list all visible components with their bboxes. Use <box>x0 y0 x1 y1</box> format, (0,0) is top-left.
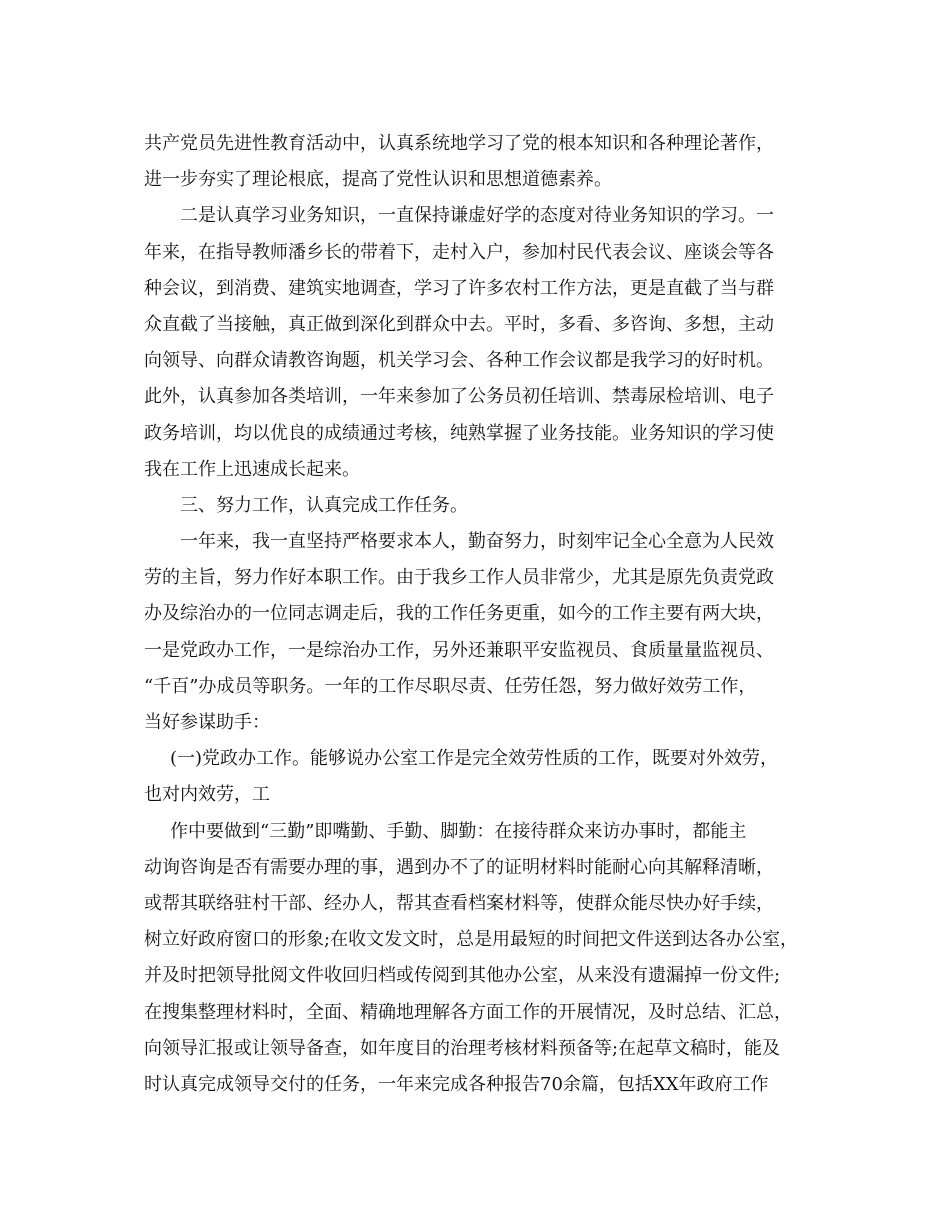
text-line: 向领导汇报或让领导备查，如年度目的治理考核材料预备等;在起草文稿时，能及 <box>144 1037 781 1059</box>
subsection-heading-line: (一)党政办工作。能够说办公室工作是完全效劳性质的工作，既要对外效劳， <box>170 748 779 770</box>
text-line: 在搜集整理材料时，全面、精确地理解各方面工作的开展情况，及时总结、汇总， <box>144 1001 792 1023</box>
text-line: 办及综治办的一位同志调走后，我的工作任务更重，如今的工作主要有两大块， <box>144 603 774 625</box>
text-line: “千百”办成员等职务。一年的工作尽职尽责、任劳任怨，努力做好效劳工作， <box>144 675 757 697</box>
text-line: 也对内效劳，工 <box>144 784 270 806</box>
text-line: 时认真完成领导交付的任务，一年来完成各种报告70余篇，包括XX年政府工作 <box>144 1073 769 1095</box>
text-line: 向领导、向群众请教咨询题，机关学习会、各种工作会议都是我学习的好时机。 <box>144 350 774 372</box>
text-line: 当好参谋助手： <box>144 712 270 733</box>
paragraph-start-line: 一年来，我一直坚持严格要求本人，勤奋努力，时刻牢记全心全意为人民效 <box>180 531 774 553</box>
text-line: 此外，认真参加各类培训，一年来参加了公务员初任培训、禁毒尿检培训、电子 <box>144 386 774 408</box>
text-line: 年来，在指导教师潘乡长的带着下，走村入户，参加村民代表会议、座谈会等各 <box>144 241 774 263</box>
text-line: 动询咨询是否有需要办理的事，遇到办不了的证明材料时能耐心向其解释清晰， <box>144 856 774 878</box>
text-line: 种会议，到消费、建筑实地调查，学习了许多农村工作方法，更是直截了当与群 <box>144 277 774 299</box>
text-line: 劳的主旨，努力作好本职工作。由于我乡工作人员非常少，尤其是原先负责党政 <box>144 567 774 589</box>
text-line: 我在工作上迅速成长起来。 <box>144 458 360 480</box>
text-line: 众直截了当接触，真正做到深化到群众中去。平时，多看、多咨询、多想，主动 <box>144 313 774 335</box>
paragraph-start-line: 二是认真学习业务知识，一直保持谦虚好学的态度对待业务知识的学习。一 <box>180 205 774 227</box>
text-line: 共产党员先进性教育活动中，认真系统地学习了党的根本知识和各种理论著作， <box>144 133 774 154</box>
text-line: 树立好政府窗口的形象;在收文发文时，总是用最短的时间把文件送到达各办公室， <box>144 929 799 951</box>
document-body <box>144 126 824 1103</box>
text-line: 或帮其联络驻村干部、经办人，帮其查看档案材料等，使群众能尽快办好手续， <box>144 892 774 914</box>
text-line: 一是党政办工作，一是综治办工作，另外还兼职平安监视员、食质量量监视员、 <box>144 639 774 661</box>
text-line: 政务培训，均以优良的成绩通过考核，纯熟掌握了业务技能。业务知识的学习使 <box>144 422 774 444</box>
text-line: 并及时把领导批阅文件收回归档或传阅到其他办公室，从来没有遗漏掉一份文件; <box>144 965 781 987</box>
section-heading: 三、努力工作，认真完成工作任务。 <box>180 494 468 516</box>
paragraph-start-line: 作中要做到“三勤”即嘴勤、手勤、脚勤：在接待群众来访办事时，都能主 <box>170 820 747 842</box>
text-line: 进一步夯实了理论根底，提高了党性认识和思想道德素养。 <box>144 169 612 191</box>
